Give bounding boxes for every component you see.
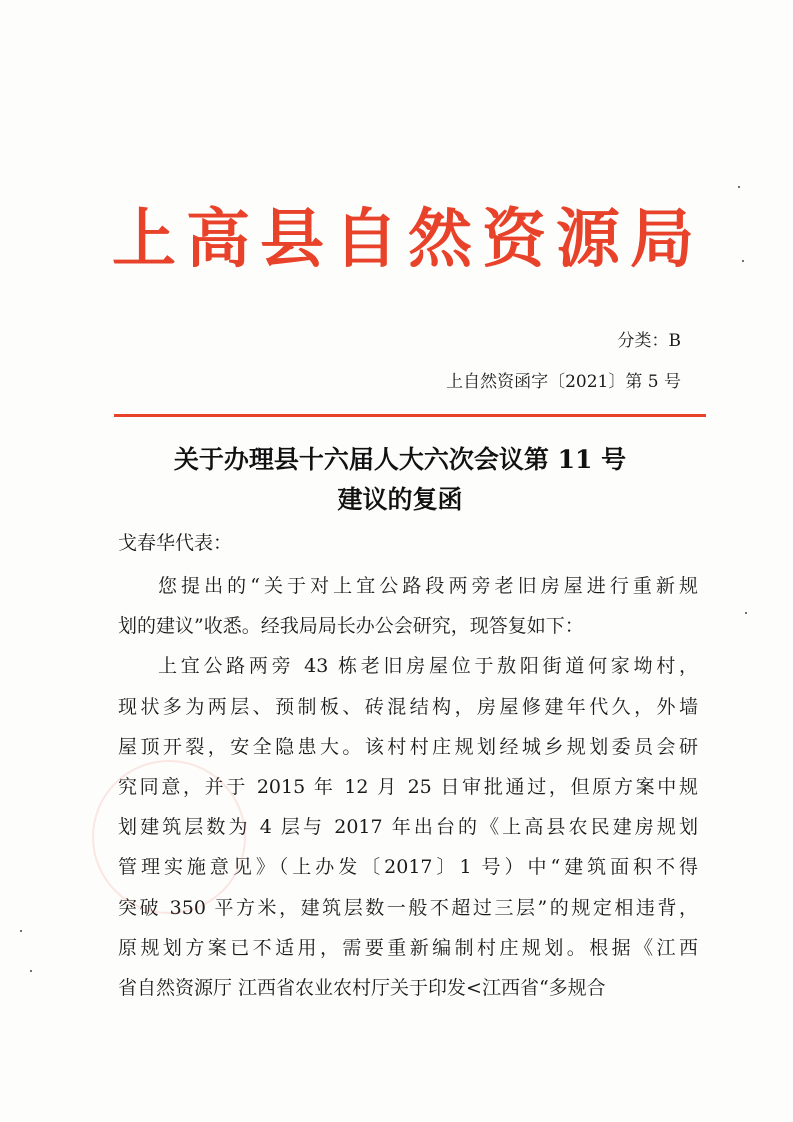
body-line: 屋顶开裂，安全隐患大。该村村庄规划经城乡规划委员会研: [118, 735, 698, 758]
body-line: 管理实施意见》（上办发〔2017〕1 号）中“建筑面积不得: [118, 856, 698, 879]
agency-letterhead: 上高县自然资源局: [112, 203, 704, 277]
scan-speck: [30, 970, 32, 972]
letterhead-divider: [114, 414, 706, 417]
body-line: 您提出的“关于对上宜公路段两旁老旧房屋进行重新规: [158, 575, 698, 597]
document-number: 上自然资函字〔2021〕第 5 号: [446, 372, 681, 392]
scan-speck: [742, 260, 744, 262]
classification-label: 分类：B: [617, 331, 681, 351]
title-line: 关于办理县十六届人大六次会议第 11 号: [173, 445, 627, 474]
document-title: [100, 440, 700, 520]
body-line: 划的建议”收悉。经我局局长办公会研究，现答复如下：: [118, 615, 584, 638]
scan-speck: [738, 186, 740, 188]
scan-speck: [20, 930, 22, 932]
salutation: 戈春华代表：: [118, 532, 233, 554]
body-line: 原规划方案已不适用，需要重新编制村庄规划。根据《江西: [118, 936, 698, 959]
letter-body: [118, 566, 698, 1008]
body-line: 省自然资源厅 江西省农业农村厅关于印发<江西省“多规合: [118, 977, 606, 1000]
body-line: 划建筑层数为 4 层与 2017 年出台的《上高县农民建房规划: [118, 816, 698, 839]
title-line: 建议的复函: [337, 485, 463, 514]
body-line: 现状多为两层、预制板、砖混结构，房屋修建年代久，外墙: [118, 695, 698, 718]
body-line: 突破 350 平方米，建筑层数一般不超过三层”的规定相违背，: [118, 896, 698, 919]
body-line: 究同意，并于 2015 年 12 月 25 日审批通过，但原方案中规: [118, 776, 698, 799]
scan-speck: [745, 612, 747, 614]
body-line: 上宜公路两旁 43 栋老旧房屋位于敖阳街道何家坳村，: [158, 655, 698, 678]
